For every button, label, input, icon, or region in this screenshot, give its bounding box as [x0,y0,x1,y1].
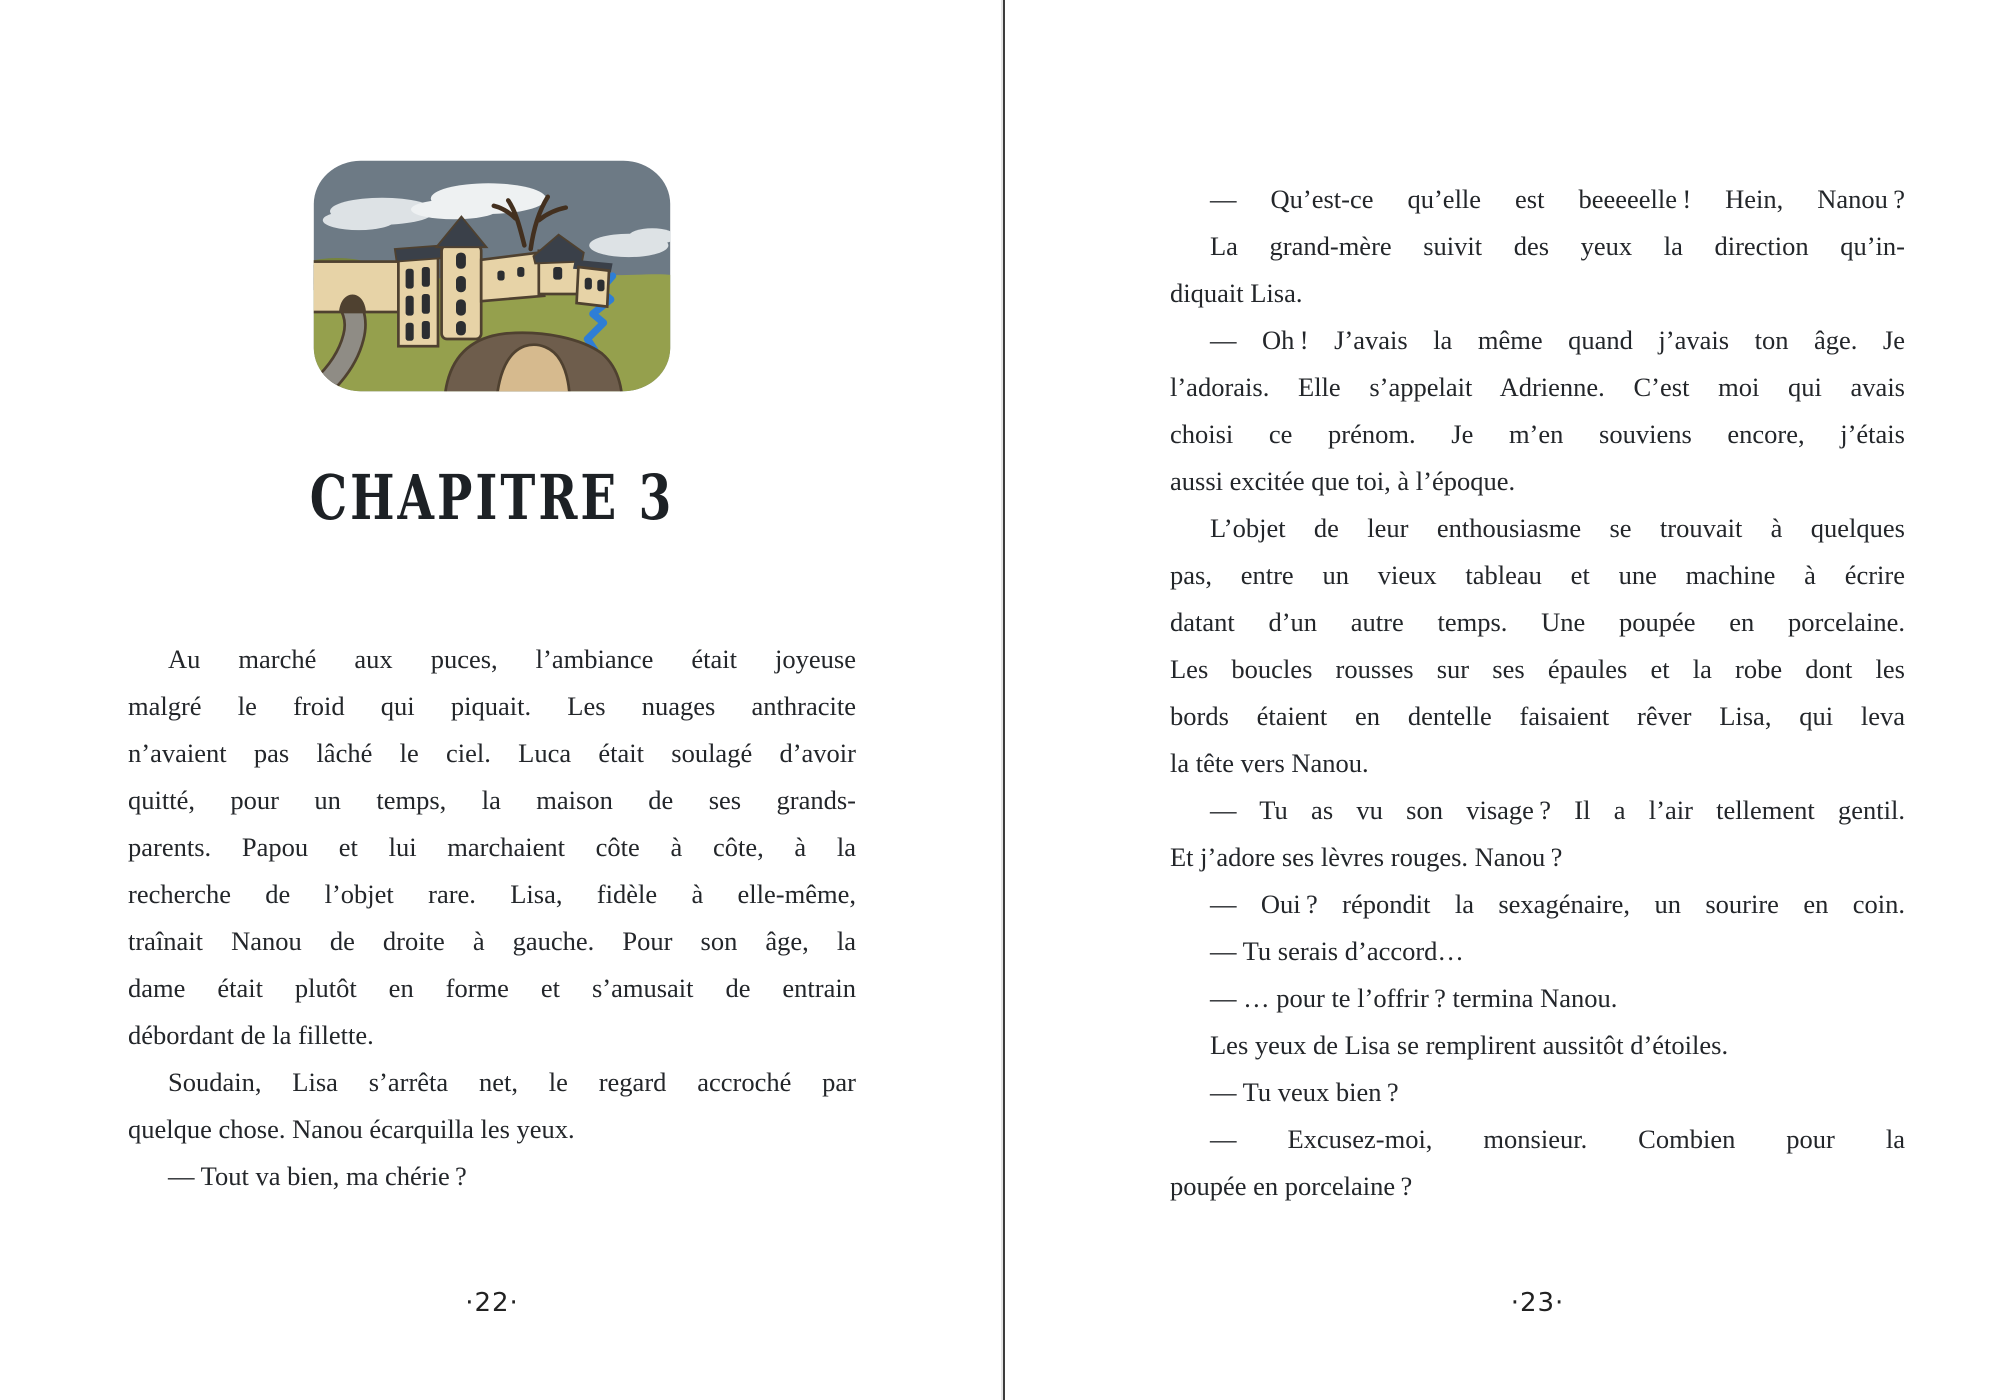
text-line: dame était plutôt en forme et s’amusait de entrain [128,973,856,1003]
text-line: — Qu’est-ce qu’elle est beeeeelle ! Hein, Nanou ? [1210,184,1905,214]
page-number-left: ·22· [465,1288,519,1318]
building-left [398,256,438,346]
text-line: — … pour te l’offrir ? termina Nanou. [1210,983,1618,1013]
text-line: datant d’un autre temps. Une poupée en porcelaine. [1170,607,1905,637]
text-line: l’adorais. Elle s’appelait Adrienne. C’est moi qui avais [1170,372,1905,402]
text-line: quitté, pour un temps, la maison de ses grands- [128,785,856,815]
text-line: recherche de l’objet rare. Lisa, fidèle à elle-même, [128,879,856,909]
text-line: — Tout va bien, ma chérie ? [168,1161,467,1191]
chapter-title: CHAPITRE 3 [309,462,675,535]
text-line: choisi ce prénom. Je m’en souviens encore, j’étais [1170,419,1905,449]
text-line: Les yeux de Lisa se remplirent aussitôt d’étoiles. [1210,1030,1729,1060]
text-line: traînait Nanou de droite à gauche. Pour son âge, la [128,926,856,956]
village-on-hill-illustration [312,158,672,394]
text-line: bords étaient en dentelle faisaient rêver Lisa, qui leva [1170,701,1905,731]
text-line: diquait Lisa. [1170,278,1303,308]
text-line: Et j’adore ses lèvres rouges. Nanou ? [1170,842,1563,872]
text-line: Au marché aux puces, l’ambiance était joyeuse [168,644,856,674]
text-line: Soudain, Lisa s’arrêta net, le regard accroché par [168,1067,856,1097]
page-left [128,0,856,1400]
text-line: — Tu serais d’accord… [1210,936,1464,966]
text-line: L’objet de leur enthousiasme se trouvait à quelques [1210,513,1905,543]
right-page-text [1170,176,1905,1210]
text-line: parents. Papou et lui marchaient côte à côte, à la [128,832,856,862]
text-line: quelque chose. Nanou écarquilla les yeux. [128,1114,575,1144]
text-line: aussi excitée que toi, à l’époque. [1170,466,1516,496]
house-window [553,267,562,280]
text-line: pas, entre un vieux tableau et une machine à écrire [1170,560,1905,590]
text-line: la tête vers Nanou. [1170,748,1369,778]
text-line: Les boucles rousses sur ses épaules et la robe dont les [1170,654,1905,684]
text-line: n’avaient pas lâché le ciel. Luca était soulagé d’avoir [128,738,856,768]
left-page-text [128,636,856,1200]
page-right [1170,0,1905,1400]
text-line: débordant de la fillette. [128,1020,374,1050]
chapter-illustration [312,158,672,394]
text-line: — Oui ? répondit la sexagénaire, un sourire en coin. [1210,889,1905,919]
page-divider [1003,0,1005,1400]
text-line: — Tu as vu son visage ? Il a l’air tellement gentil. [1210,795,1905,825]
text-line: — Oh ! J’avais la même quand j’avais ton âge. Je [1210,325,1905,355]
text-line: — Tu veux bien ? [1210,1077,1399,1107]
page-number-right: ·23· [1510,1288,1565,1318]
text-line: malgré le froid qui piquait. Les nuages anthracite [128,691,856,721]
text-line: — Excusez-moi, monsieur. Combien pour la [1210,1124,1905,1154]
text-line: poupée en porcelaine ? [1170,1171,1413,1201]
text-line: La grand-mère suivit des yeux la direction qu’in- [1210,231,1905,261]
